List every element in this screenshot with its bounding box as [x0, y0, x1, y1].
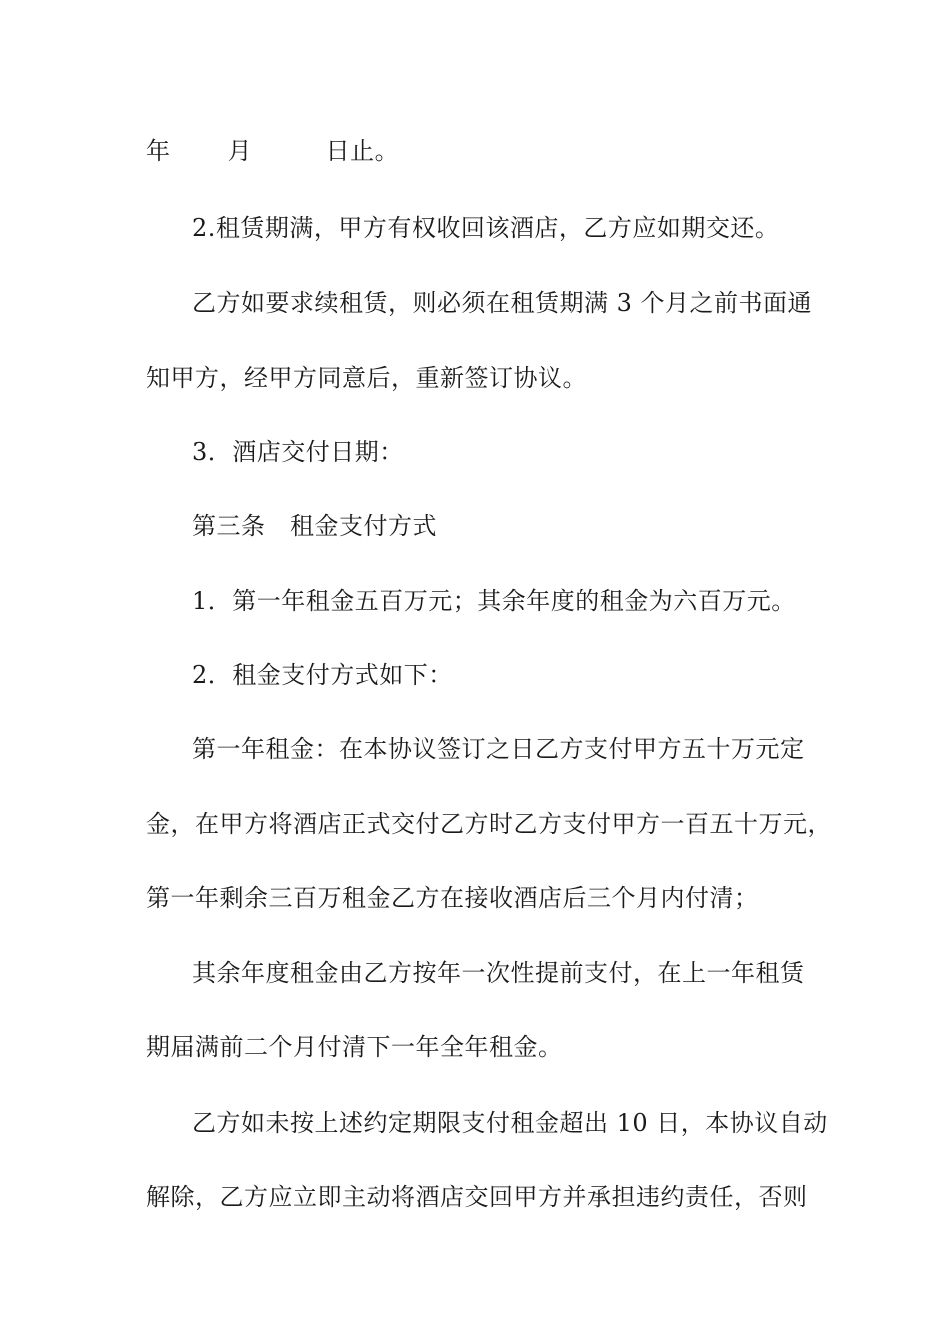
paragraph-line: 其余年度租金由乙方按年一次性提前支付，在上一年租赁 — [192, 959, 805, 987]
paragraph-line: 第一年剩余三百万租金乙方在接收酒店后三个月内付清； — [146, 884, 759, 912]
paragraph-line: 乙方如未按上述约定期限支付租金超出 10 日，本协议自动 — [192, 1109, 828, 1137]
paragraph-line: 乙方如要求续租赁，则必须在租赁期满 3 个月之前书面通 — [192, 289, 813, 317]
paragraph-line: 金，在甲方将酒店正式交付乙方时乙方支付甲方一百五十万元， — [146, 810, 832, 838]
section-heading: 第三条 租金支付方式 — [192, 512, 437, 540]
paragraph-line: 期届满前二个月付清下一年全年租金。 — [146, 1033, 563, 1061]
paragraph-line: 知甲方，经甲方同意后，重新签订协议。 — [146, 364, 587, 392]
paragraph-line: 1．第一年租金五百万元；其余年度的租金为六百万元。 — [192, 587, 796, 615]
paragraph-line: 解除，乙方应立即主动将酒店交回甲方并承担违约责任，否则 — [146, 1183, 808, 1211]
paragraph-line: 2.租赁期满，甲方有权收回该酒店，乙方应如期交还。 — [192, 214, 780, 242]
paragraph-line: 第一年租金：在本协议签订之日乙方支付甲方五十万元定 — [192, 735, 805, 763]
paragraph-line: 2．租金支付方式如下： — [192, 661, 453, 689]
paragraph-line: 年 月 日止。 — [146, 137, 400, 165]
paragraph-line: 3．酒店交付日期： — [192, 438, 404, 466]
